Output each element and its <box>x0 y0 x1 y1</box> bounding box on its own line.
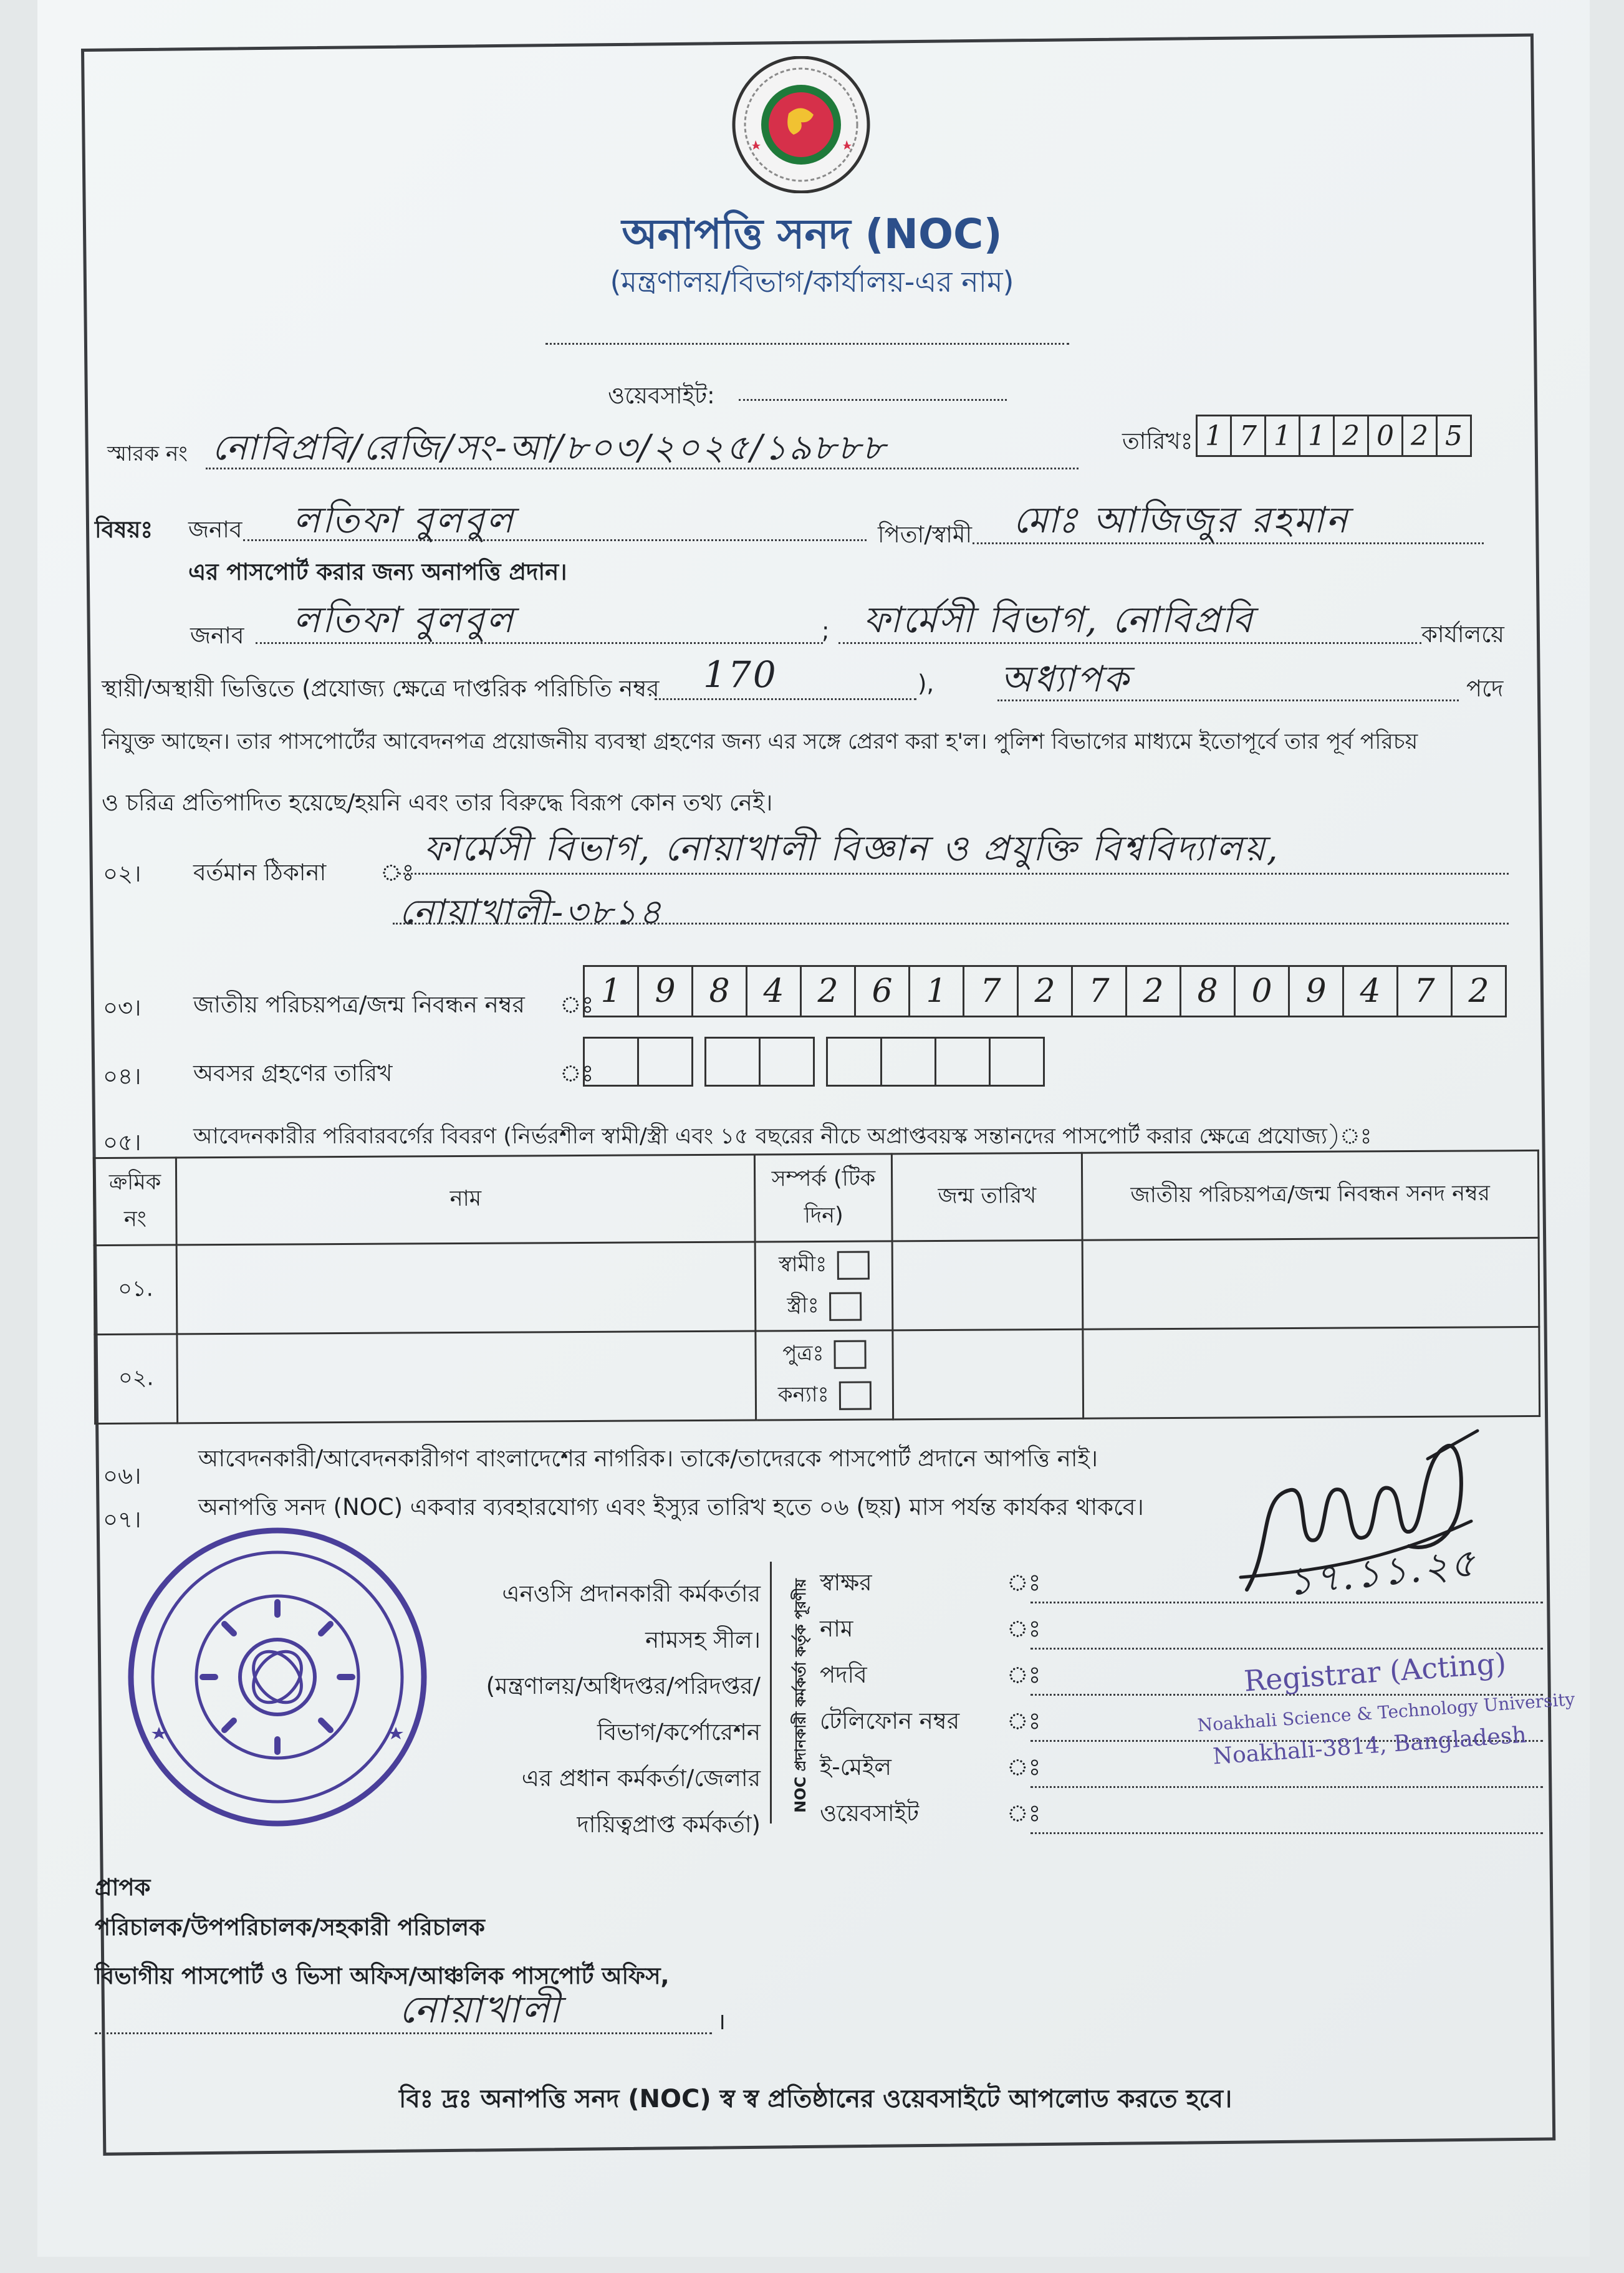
signatory-desc-line: নামসহ সীল। <box>645 1627 761 1653</box>
row-birthdate-cell[interactable] <box>892 1240 1082 1330</box>
retire-day-box <box>585 1039 639 1085</box>
body-mr-label: জনাব <box>190 622 244 649</box>
office-suffix: কার্যালয়ে <box>1421 621 1504 648</box>
clause-07: অনাপত্তি সনদ (NOC) একবার ব্যবহারযোগ্য এবং ইস্যুর তারিখ হতে ০৬ (ছয়) মাস পর্যন্ত কার্যকর থাকবে। <box>198 1494 1144 1521</box>
memo-number: নোবিপ্রবি/রেজি/সং-আ/৮০৩/২০২৫/১৯৮৮৮ <box>212 428 887 468</box>
nid-digit: 7 <box>1398 967 1453 1016</box>
col-relation: সম্পর্ক (টিক দিন) <box>755 1154 893 1242</box>
nid-digit: 6 <box>856 967 910 1016</box>
nid-digit: 0 <box>1236 967 1290 1016</box>
col-name: নাম <box>176 1155 755 1245</box>
nid-digit: 9 <box>1290 967 1344 1016</box>
recipient-line1: পরিচালক/উপপরিচালক/সহকারী পরিচালক <box>95 1914 485 1941</box>
body-line2-mid: ), <box>918 670 935 697</box>
official-id-line <box>655 692 916 700</box>
subject-label: বিষয়ঃ <box>95 516 153 543</box>
registrar-stamp-university: Noakhali Science & Technology University <box>1196 1688 1576 1736</box>
recipient-line2: বিভাগীয় পাসপোর্ট ও ভিসা অফিস/আঞ্চলিক পাসপোর্ট অফিস, <box>95 1963 670 1989</box>
relation-label: কন্যাঃ <box>777 1382 829 1407</box>
nid-digit: 1 <box>910 967 964 1016</box>
date-digit: 7 <box>1232 416 1266 455</box>
father-name-line <box>973 536 1484 544</box>
body-name-line <box>256 636 823 644</box>
nid-digit: 4 <box>1344 967 1398 1016</box>
relation-label: স্বামীঃ <box>778 1251 827 1277</box>
date-digit: 0 <box>1369 416 1403 455</box>
address-line1: ফার্মেসী বিভাগ, নোয়াখালী বিজ্ঞান ও প্রযুক্তি বিশ্ববিদ্যালয়, <box>424 829 1280 869</box>
row-serial: ০২. <box>95 1334 178 1424</box>
table-row <box>95 1327 1540 1423</box>
father-label: পিতা/স্বামী <box>878 521 973 548</box>
signatory-desc-line: দায়িত্বপ্রাপ্ত কর্মকর্তা) <box>577 1811 761 1838</box>
retire-year-box <box>991 1039 1043 1085</box>
office-name-line <box>545 330 1069 345</box>
government-emblem-icon <box>723 56 879 193</box>
table-row <box>94 1237 1539 1334</box>
signatory-desc-line: এর প্রধান কর্মকর্তা/জেলার <box>521 1765 761 1792</box>
field-label: নাম <box>820 1615 853 1642</box>
body-office-line <box>838 636 1421 644</box>
designation-line <box>997 693 1459 701</box>
relation-option <box>762 1285 885 1327</box>
memo-line <box>206 461 1079 469</box>
item-number-06: ০৬। <box>103 1463 142 1489</box>
date-digit: 5 <box>1445 420 1463 452</box>
nid-digit: 2 <box>1019 967 1073 1016</box>
field-label: টেলিফোন নম্বর <box>820 1708 960 1734</box>
nid-boxes <box>583 965 1507 1017</box>
signatory-field-row <box>820 1788 1543 1834</box>
relation-label: পুত্রঃ <box>782 1340 824 1366</box>
nid-label: জাতীয় পরিচয়পত্র/জন্ম নিবন্ধন নম্বর <box>193 991 525 1018</box>
signatory-desc-line: বিভাগ/কর্পোরেশন <box>597 1719 761 1746</box>
designation: অধ্যাপক <box>1001 658 1131 700</box>
son-checkbox[interactable] <box>834 1340 866 1369</box>
nid-digit: 4 <box>747 967 802 1016</box>
relation-option <box>763 1375 886 1416</box>
body-name: লতিফা বুলবুল <box>293 598 515 641</box>
row-relation-cell <box>756 1241 893 1331</box>
field-colon: ঃ <box>1007 1754 1041 1780</box>
subject-line2: এর পাসপোর্ট করার জন্য অনাপত্তি প্রদান। <box>188 559 567 585</box>
item-number-04: ০৪। <box>103 1063 142 1090</box>
row-birthdate-cell[interactable] <box>893 1329 1083 1420</box>
row-name-cell[interactable] <box>176 1242 756 1334</box>
body-line4: ও চরিত্র প্রতিপাদিত হয়েছে/হয়নি এবং তার বিরুদ্ধে বিরূপ কোন তথ্য নেই। <box>102 789 773 816</box>
registrar-stamp-address: Noakhali-3814, Bangladesh <box>1212 1722 1527 1770</box>
retire-year-box <box>882 1039 936 1085</box>
retire-year-boxes[interactable] <box>826 1037 1045 1087</box>
nid-digit: 8 <box>693 967 747 1016</box>
official-id-number: 170 <box>703 653 778 696</box>
address-line2-rule <box>393 916 1509 925</box>
body-line3: নিযুক্ত আছেন। তার পাসপোর্টের আবেদনপত্র প্রয়োজনীয় ব্যবস্থা গ্রহণের জন্য এর সঙ্গে প্রেরণ করা হ'ল। পুলিশ বিভাগের মাধ্যমে ইতোপূর্বে তার পূর্ব পরিচয় <box>102 729 1418 754</box>
row-nid-cell[interactable] <box>1082 1237 1539 1329</box>
signatory-desc-line: এনওসি প্রদানকারী কর্মকর্তার <box>502 1580 761 1607</box>
family-label: আবেদনকারীর পরিবারবর্গের বিবরণ (নির্ভরশীল স্বামী/স্ত্রী এবং ১৫ বছরের নীচে অপ্রাপ্তবয়স্ক সন্তানদের পাসপোর্ট করার ক্ষেত্রে প্রযোজ্য)ঃ <box>193 1124 1372 1149</box>
date-digit: 1 <box>1266 416 1300 455</box>
signatory-description <box>387 1571 761 1848</box>
retire-month-box <box>706 1039 761 1085</box>
retire-day-boxes[interactable] <box>583 1037 693 1087</box>
husband-checkbox[interactable] <box>837 1251 869 1280</box>
nid-digit: 7 <box>1073 967 1127 1016</box>
retire-day-box <box>639 1039 691 1085</box>
family-table <box>93 1150 1540 1425</box>
retire-colon: ঃ <box>560 1060 594 1087</box>
col-nid: জাতীয় পরিচয়পত্র/জন্ম নিবন্ধন সনদ নম্বর <box>1082 1150 1539 1240</box>
item-number-03: ০৩। <box>103 994 142 1021</box>
date-digit: 1 <box>1300 416 1335 455</box>
email-field[interactable] <box>1031 1767 1543 1788</box>
field-label: পদবি <box>820 1661 867 1688</box>
nid-digit: 2 <box>1468 973 1489 1010</box>
nid-digit: 9 <box>639 967 693 1016</box>
relation-label: স্ত্রীঃ <box>787 1292 819 1318</box>
daughter-checkbox[interactable] <box>839 1382 872 1410</box>
body-office: ফার্মেসী বিভাগ, নোবিপ্রবি <box>863 598 1254 641</box>
subject-mr-label: জনাব <box>188 516 243 543</box>
relation-option <box>763 1334 886 1375</box>
field-colon: ঃ <box>1007 1569 1041 1596</box>
col-birthdate: জন্ম তারিখ <box>892 1153 1082 1241</box>
item-number-07: ০৭। <box>103 1506 142 1533</box>
website-field[interactable] <box>1031 1814 1543 1834</box>
memo-label: স্মারক নং <box>107 441 188 466</box>
address-label: বর্তমান ঠিকানা <box>193 859 327 886</box>
page-title: অনাপত্তি সনদ (NOC) <box>622 210 1002 258</box>
field-colon: ঃ <box>1007 1661 1041 1688</box>
footer-note: বিঃ দ্রঃ অনাপত্তি সনদ (NOC) স্ব স্ব প্রতিষ্ঠানের ওয়েবসাইটে আপলোড করতে হবে। <box>399 2085 1232 2113</box>
nid-digit: 8 <box>1181 967 1236 1016</box>
registrar-stamp-title: Registrar (Acting) <box>1242 1646 1507 1698</box>
col-serial: ক্রমিক নং <box>94 1158 176 1246</box>
row-relation-cell <box>756 1330 893 1420</box>
field-colon: ঃ <box>1007 1708 1041 1734</box>
name-field[interactable] <box>1031 1629 1543 1650</box>
signatory-desc-line: (মন্ত্রণালয়/অধিদপ্তর/পরিদপ্তর/ <box>486 1673 761 1699</box>
nid-colon: ঃ <box>560 991 594 1018</box>
field-label: স্বাক্ষর <box>820 1569 872 1596</box>
retire-label: অবসর গ্রহণের তারিখ <box>193 1060 393 1087</box>
field-label: ই-মেইল <box>820 1754 891 1780</box>
recipient-office: নোয়াখালী <box>399 1988 562 2032</box>
wife-checkbox[interactable] <box>829 1292 862 1321</box>
retire-month-box <box>761 1039 813 1085</box>
field-colon: ঃ <box>1007 1615 1041 1642</box>
page-subtitle: (মন্ত্রণালয়/বিভাগ/কার্যালয়-এর নাম) <box>610 265 1014 299</box>
retire-year-box <box>936 1039 991 1085</box>
nid-digit: 2 <box>802 967 856 1016</box>
form-border <box>81 34 1555 2156</box>
date-digit: 2 <box>1403 416 1438 455</box>
retire-month-boxes[interactable] <box>704 1037 815 1087</box>
subject-name: লতিফা বুলবুল <box>293 499 515 541</box>
date-digit: 2 <box>1335 416 1369 455</box>
signature-date: ১৭.১১.২৫ <box>1285 1539 1479 1605</box>
field-label: ওয়েবসাইট <box>820 1800 920 1827</box>
signatory-vertical-text: NOC প্রদানকারী কর্মকর্তা কর্তৃক পূরণীয় <box>792 1579 809 1813</box>
retire-year-box <box>828 1039 882 1085</box>
date-digit: 1 <box>1198 416 1232 455</box>
address-colon: ঃ <box>380 859 415 886</box>
recipient-end: । <box>717 2008 726 2035</box>
nid-digit: 7 <box>964 967 1019 1016</box>
recipient-label: প্রাপক <box>95 1874 151 1901</box>
address-line1-rule <box>399 867 1509 875</box>
separator-semicolon: ; <box>822 617 830 644</box>
subject-name-line <box>243 533 867 541</box>
website-line <box>739 387 1007 401</box>
address-line2: নোয়াখালী-৩৮১৪ <box>399 892 663 933</box>
father-name: মোঃ আজিজুর রহমান <box>1013 499 1350 541</box>
date-label: তারিখঃ <box>1122 428 1193 454</box>
website-label: ওয়েবসাইট: <box>608 382 715 409</box>
item-number-05: ০৫। <box>103 1129 142 1156</box>
body-line2-suffix: পদে <box>1466 675 1504 702</box>
family-table-header <box>94 1150 1539 1245</box>
clause-06: আবেদনকারী/আবেদনকারীগণ বাংলাদেশের নাগরিক। তাকে/তাদেরকে পাসপোর্ট প্রদানে আপত্তি নাই। <box>198 1445 1098 1472</box>
nid-digit: 1 <box>585 967 639 1016</box>
field-colon: ঃ <box>1007 1800 1041 1827</box>
date-boxes <box>1196 415 1472 457</box>
row-serial: ০১. <box>94 1245 177 1335</box>
item-number-02: ০২। <box>103 860 142 887</box>
relation-option <box>762 1244 885 1286</box>
row-name-cell[interactable] <box>177 1331 756 1423</box>
body-line2-prefix: স্থায়ী/অস্থায়ী ভিত্তিতে (প্রযোজ্য ক্ষেত্রে দাপ্তরিক পরিচিতি নম্বর <box>102 675 660 702</box>
row-nid-cell[interactable] <box>1083 1327 1540 1418</box>
nid-digit: 2 <box>1127 967 1181 1016</box>
recipient-office-line <box>95 2026 712 2034</box>
